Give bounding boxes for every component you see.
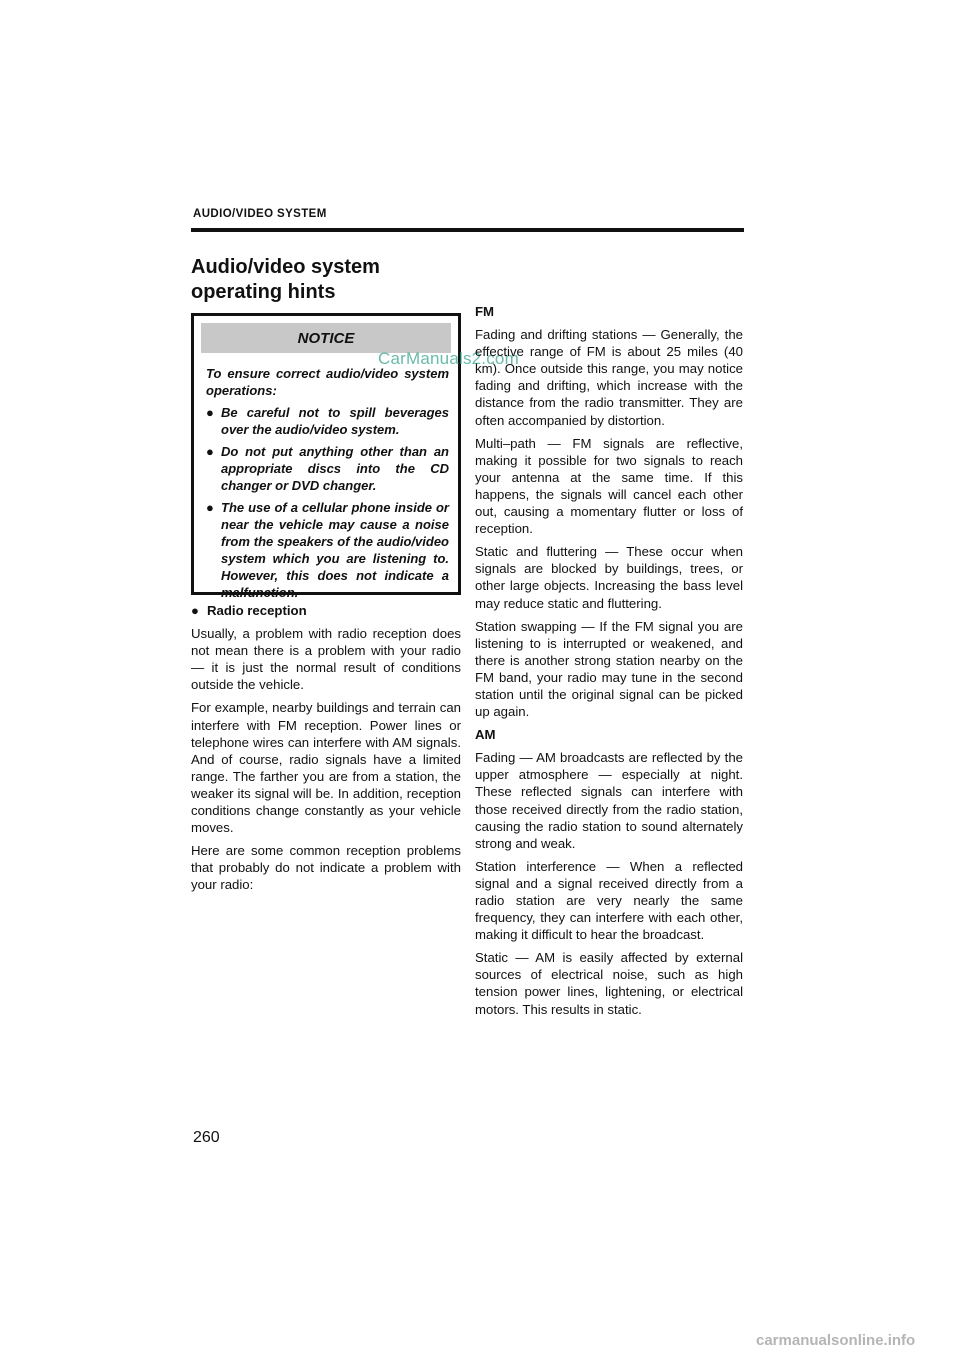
am-heading: AM (475, 727, 496, 743)
notice-list (206, 404, 449, 601)
fm-heading: FM (475, 304, 495, 319)
body-paragraph: Static and fluttering — These occur when signals are blocked by buildings, trees, or other large objects. Increasing the bass level may reduce static and fluttering. (475, 544, 743, 611)
body-paragraph: Static — AM is easily affected by external sources of electrical noise, such as high tension power lines, lightening, or electrical motors. This results in static. (475, 950, 743, 1017)
bullet-icon: ● (206, 444, 214, 459)
notice-body (194, 353, 458, 601)
notice-title: NOTICE (201, 323, 451, 353)
right-column (475, 303, 743, 1024)
radio-reception-heading-text: Radio reception (207, 603, 307, 618)
page-title-line-2: operating hints (191, 281, 336, 303)
notice-item (206, 443, 449, 494)
body-paragraph: Fading — AM broadcasts are reflected by the upper atmosphere — especially at night. These reflected signals can interfere with those received directly from the radio station, causing the radio station to sound alternately strong and weak. (475, 750, 743, 851)
body-paragraph: Here are some common reception problems that probably do not indicate a problem with your radio: (191, 843, 461, 893)
notice-item (206, 499, 449, 601)
left-column (191, 602, 461, 900)
body-paragraph: Station interference — When a reflected signal and a signal received directly from a radio station are very nearly the same frequency, they can interfere with each other, making it difficult to hear the broadcast. (475, 858, 743, 943)
body-paragraph: Usually, a problem with radio reception does not mean there is a problem with your radio — it is just the normal result of conditions outside the vehicle. (191, 626, 461, 693)
body-paragraph: Station swapping — If the FM signal you are listening to is interrupted or weakened, and there is another strong station nearby on the FM band, your radio may tune in the second station until the original signal can be picked up again. (475, 618, 743, 720)
page-number: 260 (193, 1129, 220, 1146)
header-rule (191, 228, 744, 232)
notice-item-text: Be careful not to spill beverages over the audio/video system. (221, 405, 449, 437)
footer-watermark: carmanualsonline.info (756, 1332, 916, 1349)
notice-item-text: The use of a cellular phone inside or near the vehicle may cause a noise from the speakers of the audio/video system which you are listening to. However, this does not indicate a malfunction. (221, 500, 449, 600)
radio-reception-heading (191, 602, 461, 619)
watermark: CarManuals2.com (378, 349, 519, 368)
body-paragraph: Fading and drifting stations — Generally, the effective range of FM is about 25 miles (40 km). Once outside this range, you may notice fading and drifting, which increase with the distance from the radio transmitter. They are often accompanied by distortion. (475, 327, 743, 428)
body-paragraph: Multi–path — FM signals are reflective, making it possible for two signals to reach your antenna at the same time. If this happens, the signals will cancel each other out, causing a momentary flutter or loss of reception. (475, 435, 743, 537)
page-title-line-1: Audio/video system (191, 256, 380, 278)
page-title (191, 255, 380, 305)
notice-intro: To ensure correct audio/video system operations: (206, 366, 449, 398)
notice-item (206, 404, 449, 438)
body-paragraph: For example, nearby buildings and terrain can interfere with FM reception. Power lines or telephone wires can interfere with AM signals. And of course, radio signals have a limited range. The farther you are from a station, the weaker its signal will be. In addition, reception conditions change constantly as your vehicle moves. (191, 700, 461, 836)
bullet-icon: ● (191, 603, 199, 618)
notice-item-text: Do not put anything other than an appropriate discs into the CD changer or DVD changer. (221, 444, 449, 493)
running-header: AUDIO/VIDEO SYSTEM (193, 208, 327, 220)
bullet-icon: ● (206, 500, 214, 515)
bullet-icon: ● (206, 405, 214, 420)
